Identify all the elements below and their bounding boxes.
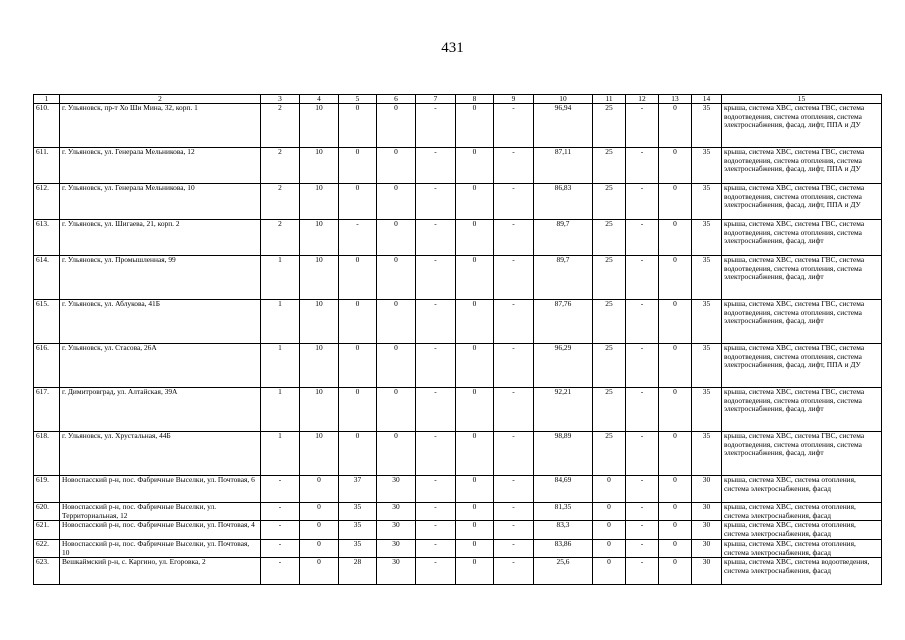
value-cell: 0 <box>659 432 692 476</box>
value-cell: - <box>626 104 659 148</box>
row-number: 614. <box>34 256 60 300</box>
value-cell: 87,76 <box>534 300 593 344</box>
address-cell: г. Ульяновск, ул. Стасова, 26А <box>60 344 261 388</box>
value-cell: - <box>416 300 456 344</box>
value-cell: - <box>626 503 659 521</box>
value-cell: - <box>416 521 456 539</box>
value-cell: 92,21 <box>534 388 593 432</box>
value-cell: - <box>626 344 659 388</box>
value-cell: 0 <box>456 220 494 256</box>
value-cell: 0 <box>456 388 494 432</box>
value-cell: 83,86 <box>534 539 593 557</box>
value-cell: - <box>626 432 659 476</box>
value-cell: - <box>494 558 534 585</box>
value-cell: - <box>416 503 456 521</box>
value-cell: - <box>626 388 659 432</box>
value-cell: 0 <box>377 388 416 432</box>
address-cell: Новоспасский р-н, пос. Фабричные Выселки, ул. Почтовая, 4 <box>60 521 261 539</box>
value-cell: - <box>626 521 659 539</box>
value-cell: 0 <box>339 184 377 220</box>
value-cell: 0 <box>456 148 494 184</box>
row-number: 623. <box>34 558 60 585</box>
table-row <box>34 184 882 220</box>
value-cell: 0 <box>377 432 416 476</box>
value-cell: 35 <box>692 300 722 344</box>
value-cell: 0 <box>339 148 377 184</box>
value-cell: 0 <box>659 503 692 521</box>
row-number: 610. <box>34 104 60 148</box>
value-cell: - <box>626 300 659 344</box>
value-cell: - <box>261 521 300 539</box>
value-cell: 0 <box>339 256 377 300</box>
column-header: 11 <box>593 95 626 104</box>
value-cell: 35 <box>692 256 722 300</box>
table-row <box>34 388 882 432</box>
column-header: 7 <box>416 95 456 104</box>
value-cell: - <box>626 539 659 557</box>
table-row <box>34 558 882 585</box>
value-cell: - <box>494 104 534 148</box>
value-cell: 0 <box>659 184 692 220</box>
address-cell: Новоспасский р-н, пос. Фабричные Выселки, ул. Почтовая, 10 <box>60 539 261 557</box>
value-cell: 25 <box>593 432 626 476</box>
address-cell: г. Ульяновск, ул. Промышленная, 99 <box>60 256 261 300</box>
row-number: 611. <box>34 148 60 184</box>
value-cell: 35 <box>692 432 722 476</box>
table-row <box>34 432 882 476</box>
table-row <box>34 256 882 300</box>
value-cell: - <box>494 539 534 557</box>
value-cell: 0 <box>339 432 377 476</box>
column-header: 13 <box>659 95 692 104</box>
value-cell: 10 <box>300 300 339 344</box>
value-cell: 35 <box>692 104 722 148</box>
table-row <box>34 104 882 148</box>
value-cell: 35 <box>339 503 377 521</box>
value-cell: - <box>416 539 456 557</box>
table-row <box>34 503 882 521</box>
value-cell: 35 <box>692 220 722 256</box>
value-cell: 25,6 <box>534 558 593 585</box>
column-header: 1 <box>34 95 60 104</box>
column-header: 10 <box>534 95 593 104</box>
row-number: 620. <box>34 503 60 521</box>
value-cell: 0 <box>593 558 626 585</box>
works-list-cell: крыша, система ХВС, система отопления, система электроснабжения, фасад <box>722 521 882 539</box>
value-cell: - <box>416 432 456 476</box>
works-list-cell: крыша, система ХВС, система ГВС, система водоотведения, система отопления, система электроснабжения, фасад, лифт <box>722 388 882 432</box>
value-cell: - <box>626 256 659 300</box>
address-cell: Новоспасский р-н, пос. Фабричные Выселки, ул. Территориальная, 12 <box>60 503 261 521</box>
value-cell: 0 <box>456 476 494 503</box>
column-header: 4 <box>300 95 339 104</box>
value-cell: 0 <box>456 558 494 585</box>
value-cell: - <box>494 300 534 344</box>
row-number: 618. <box>34 432 60 476</box>
value-cell: - <box>494 256 534 300</box>
value-cell: - <box>261 503 300 521</box>
value-cell: 0 <box>300 558 339 585</box>
table-row <box>34 344 882 388</box>
value-cell: 10 <box>300 344 339 388</box>
row-number: 621. <box>34 521 60 539</box>
value-cell: 87,11 <box>534 148 593 184</box>
value-cell: - <box>261 558 300 585</box>
value-cell: 89,7 <box>534 256 593 300</box>
value-cell: 0 <box>339 344 377 388</box>
value-cell: 0 <box>377 220 416 256</box>
value-cell: 10 <box>300 104 339 148</box>
value-cell: 0 <box>456 521 494 539</box>
value-cell: 98,89 <box>534 432 593 476</box>
value-cell: 0 <box>593 539 626 557</box>
value-cell: 30 <box>692 558 722 585</box>
value-cell: 0 <box>377 300 416 344</box>
row-number: 615. <box>34 300 60 344</box>
value-cell: 35 <box>339 539 377 557</box>
works-list-cell: крыша, система ХВС, система отопления, система электроснабжения, фасад <box>722 476 882 503</box>
value-cell: 35 <box>692 344 722 388</box>
table-row <box>34 521 882 539</box>
value-cell: 10 <box>300 432 339 476</box>
works-list-cell: крыша, система ХВС, система ГВС, система водоотведения, система отопления, система электроснабжения, фасад, лифт <box>722 256 882 300</box>
value-cell: 0 <box>456 104 494 148</box>
value-cell: 0 <box>300 521 339 539</box>
value-cell: 0 <box>456 344 494 388</box>
value-cell: 0 <box>456 184 494 220</box>
value-cell: 81,35 <box>534 503 593 521</box>
value-cell: 1 <box>261 432 300 476</box>
value-cell: 2 <box>261 220 300 256</box>
value-cell: 0 <box>456 539 494 557</box>
value-cell: - <box>416 148 456 184</box>
value-cell: - <box>261 539 300 557</box>
table-row <box>34 539 882 557</box>
value-cell: 0 <box>659 344 692 388</box>
value-cell: - <box>416 220 456 256</box>
address-cell: Новоспасский р-н, пос. Фабричные Выселки, ул. Почтовая, 6 <box>60 476 261 503</box>
value-cell: 10 <box>300 148 339 184</box>
value-cell: 0 <box>300 539 339 557</box>
column-header: 9 <box>494 95 534 104</box>
value-cell: 37 <box>339 476 377 503</box>
value-cell: - <box>416 184 456 220</box>
value-cell: - <box>339 220 377 256</box>
value-cell: 30 <box>377 503 416 521</box>
value-cell: 0 <box>339 104 377 148</box>
value-cell: 96,94 <box>534 104 593 148</box>
value-cell: - <box>626 220 659 256</box>
value-cell: 0 <box>659 256 692 300</box>
value-cell: - <box>416 476 456 503</box>
value-cell: 25 <box>593 388 626 432</box>
value-cell: 0 <box>300 503 339 521</box>
column-number-row <box>34 95 882 104</box>
table-row <box>34 148 882 184</box>
address-cell: г. Ульяновск, ул. Генерала Мельникова, 10 <box>60 184 261 220</box>
column-header: 3 <box>261 95 300 104</box>
value-cell: 0 <box>456 503 494 521</box>
value-cell: - <box>494 432 534 476</box>
value-cell: 25 <box>593 104 626 148</box>
value-cell: 0 <box>377 344 416 388</box>
works-list-cell: крыша, система ХВС, система ГВС, система водоотведения, система отопления, система электроснабжения, фасад, лифт, ППА и ДУ <box>722 344 882 388</box>
value-cell: 25 <box>593 184 626 220</box>
value-cell: 0 <box>659 476 692 503</box>
value-cell: - <box>626 476 659 503</box>
row-number: 613. <box>34 220 60 256</box>
value-cell: - <box>494 344 534 388</box>
column-header: 15 <box>722 95 882 104</box>
row-number: 619. <box>34 476 60 503</box>
value-cell: - <box>416 558 456 585</box>
address-cell: г. Ульяновск, ул. Хрустальная, 44Б <box>60 432 261 476</box>
value-cell: 0 <box>593 503 626 521</box>
value-cell: 0 <box>456 256 494 300</box>
address-cell: г. Ульяновск, ул. Шигаева, 21, корп. 2 <box>60 220 261 256</box>
page-number: 431 <box>441 40 464 56</box>
value-cell: 0 <box>339 300 377 344</box>
value-cell: - <box>494 148 534 184</box>
value-cell: 1 <box>261 388 300 432</box>
value-cell: 0 <box>377 104 416 148</box>
value-cell: 25 <box>593 256 626 300</box>
table-row <box>34 300 882 344</box>
value-cell: 0 <box>659 388 692 432</box>
value-cell: 30 <box>692 521 722 539</box>
works-list-cell: крыша, система ХВС, система ГВС, система водоотведения, система отопления, система электроснабжения, фасад, лифт <box>722 220 882 256</box>
works-list-cell: крыша, система ХВС, система отопления, система электроснабжения, фасад <box>722 539 882 557</box>
value-cell: 30 <box>377 558 416 585</box>
value-cell: 84,69 <box>534 476 593 503</box>
value-cell: 10 <box>300 184 339 220</box>
column-header: 8 <box>456 95 494 104</box>
value-cell: 1 <box>261 344 300 388</box>
value-cell: 25 <box>593 220 626 256</box>
value-cell: 35 <box>692 388 722 432</box>
works-list-cell: крыша, система ХВС, система ГВС, система водоотведения, система отопления, система электроснабжения, фасад, лифт <box>722 300 882 344</box>
value-cell: - <box>626 184 659 220</box>
column-header: 12 <box>626 95 659 104</box>
value-cell: 1 <box>261 256 300 300</box>
value-cell: - <box>494 388 534 432</box>
value-cell: 0 <box>377 184 416 220</box>
value-cell: 0 <box>593 476 626 503</box>
value-cell: 2 <box>261 184 300 220</box>
value-cell: 86,83 <box>534 184 593 220</box>
value-cell: 0 <box>659 220 692 256</box>
value-cell: 2 <box>261 148 300 184</box>
value-cell: - <box>416 344 456 388</box>
value-cell: 25 <box>593 300 626 344</box>
value-cell: 0 <box>339 388 377 432</box>
value-cell: 0 <box>659 104 692 148</box>
value-cell: 2 <box>261 104 300 148</box>
value-cell: 96,29 <box>534 344 593 388</box>
row-number: 612. <box>34 184 60 220</box>
works-list-cell: крыша, система ХВС, система ГВС, система водоотведения, система отопления, система электроснабжения, фасад, лифт, ППА и ДУ <box>722 184 882 220</box>
value-cell: 25 <box>593 344 626 388</box>
value-cell: - <box>494 184 534 220</box>
value-cell: 0 <box>659 558 692 585</box>
value-cell: 35 <box>692 184 722 220</box>
value-cell: 0 <box>659 148 692 184</box>
value-cell: 0 <box>659 521 692 539</box>
value-cell: 30 <box>377 476 416 503</box>
column-header: 6 <box>377 95 416 104</box>
buildings-table <box>33 94 882 585</box>
value-cell: 30 <box>692 476 722 503</box>
works-list-cell: крыша, система ХВС, система ГВС, система водоотведения, система отопления, система электроснабжения, фасад, лифт <box>722 432 882 476</box>
value-cell: 30 <box>692 503 722 521</box>
works-list-cell: крыша, система ХВС, система водоотведения, система электроснабжения, фасад <box>722 558 882 585</box>
value-cell: 10 <box>300 220 339 256</box>
column-header: 5 <box>339 95 377 104</box>
address-cell: г. Ульяновск, ул. Генерала Мельникова, 12 <box>60 148 261 184</box>
column-header: 14 <box>692 95 722 104</box>
row-number: 616. <box>34 344 60 388</box>
value-cell: 83,3 <box>534 521 593 539</box>
table-row <box>34 220 882 256</box>
value-cell: - <box>416 256 456 300</box>
value-cell: 30 <box>377 521 416 539</box>
works-list-cell: крыша, система ХВС, система ГВС, система водоотведения, система отопления, система электроснабжения, фасад, лифт, ППА и ДУ <box>722 148 882 184</box>
value-cell: 0 <box>377 148 416 184</box>
row-number: 622. <box>34 539 60 557</box>
value-cell: 10 <box>300 388 339 432</box>
address-cell: г. Димитровград, ул. Алтайская, 39А <box>60 388 261 432</box>
value-cell: 35 <box>339 521 377 539</box>
value-cell: - <box>494 521 534 539</box>
value-cell: - <box>416 104 456 148</box>
value-cell: - <box>494 503 534 521</box>
value-cell: 0 <box>300 476 339 503</box>
works-list-cell: крыша, система ХВС, система ГВС, система водоотведения, система отопления, система электроснабжения, фасад, лифт, ППА и ДУ <box>722 104 882 148</box>
value-cell: 10 <box>300 256 339 300</box>
value-cell: 0 <box>593 521 626 539</box>
value-cell: 30 <box>692 539 722 557</box>
works-list-cell: крыша, система ХВС, система отопления, система электроснабжения, фасад <box>722 503 882 521</box>
value-cell: 0 <box>659 300 692 344</box>
value-cell: - <box>416 388 456 432</box>
address-cell: г. Ульяновск, пр-т Хо Ши Мина, 32, корп. 1 <box>60 104 261 148</box>
value-cell: 25 <box>593 148 626 184</box>
value-cell: - <box>494 476 534 503</box>
value-cell: 1 <box>261 300 300 344</box>
value-cell: - <box>261 476 300 503</box>
value-cell: 28 <box>339 558 377 585</box>
value-cell: 0 <box>456 300 494 344</box>
address-cell: Вешкаймский р-н, с. Каргино, ул. Егоровка, 2 <box>60 558 261 585</box>
value-cell: 0 <box>377 256 416 300</box>
address-cell: г. Ульяновск, ул. Аблукова, 41Б <box>60 300 261 344</box>
table-row <box>34 476 882 503</box>
value-cell: - <box>494 220 534 256</box>
value-cell: - <box>626 558 659 585</box>
value-cell: - <box>626 148 659 184</box>
value-cell: 0 <box>659 539 692 557</box>
value-cell: 89,7 <box>534 220 593 256</box>
column-header: 2 <box>60 95 261 104</box>
row-number: 617. <box>34 388 60 432</box>
value-cell: 0 <box>456 432 494 476</box>
value-cell: 35 <box>692 148 722 184</box>
value-cell: 30 <box>377 539 416 557</box>
